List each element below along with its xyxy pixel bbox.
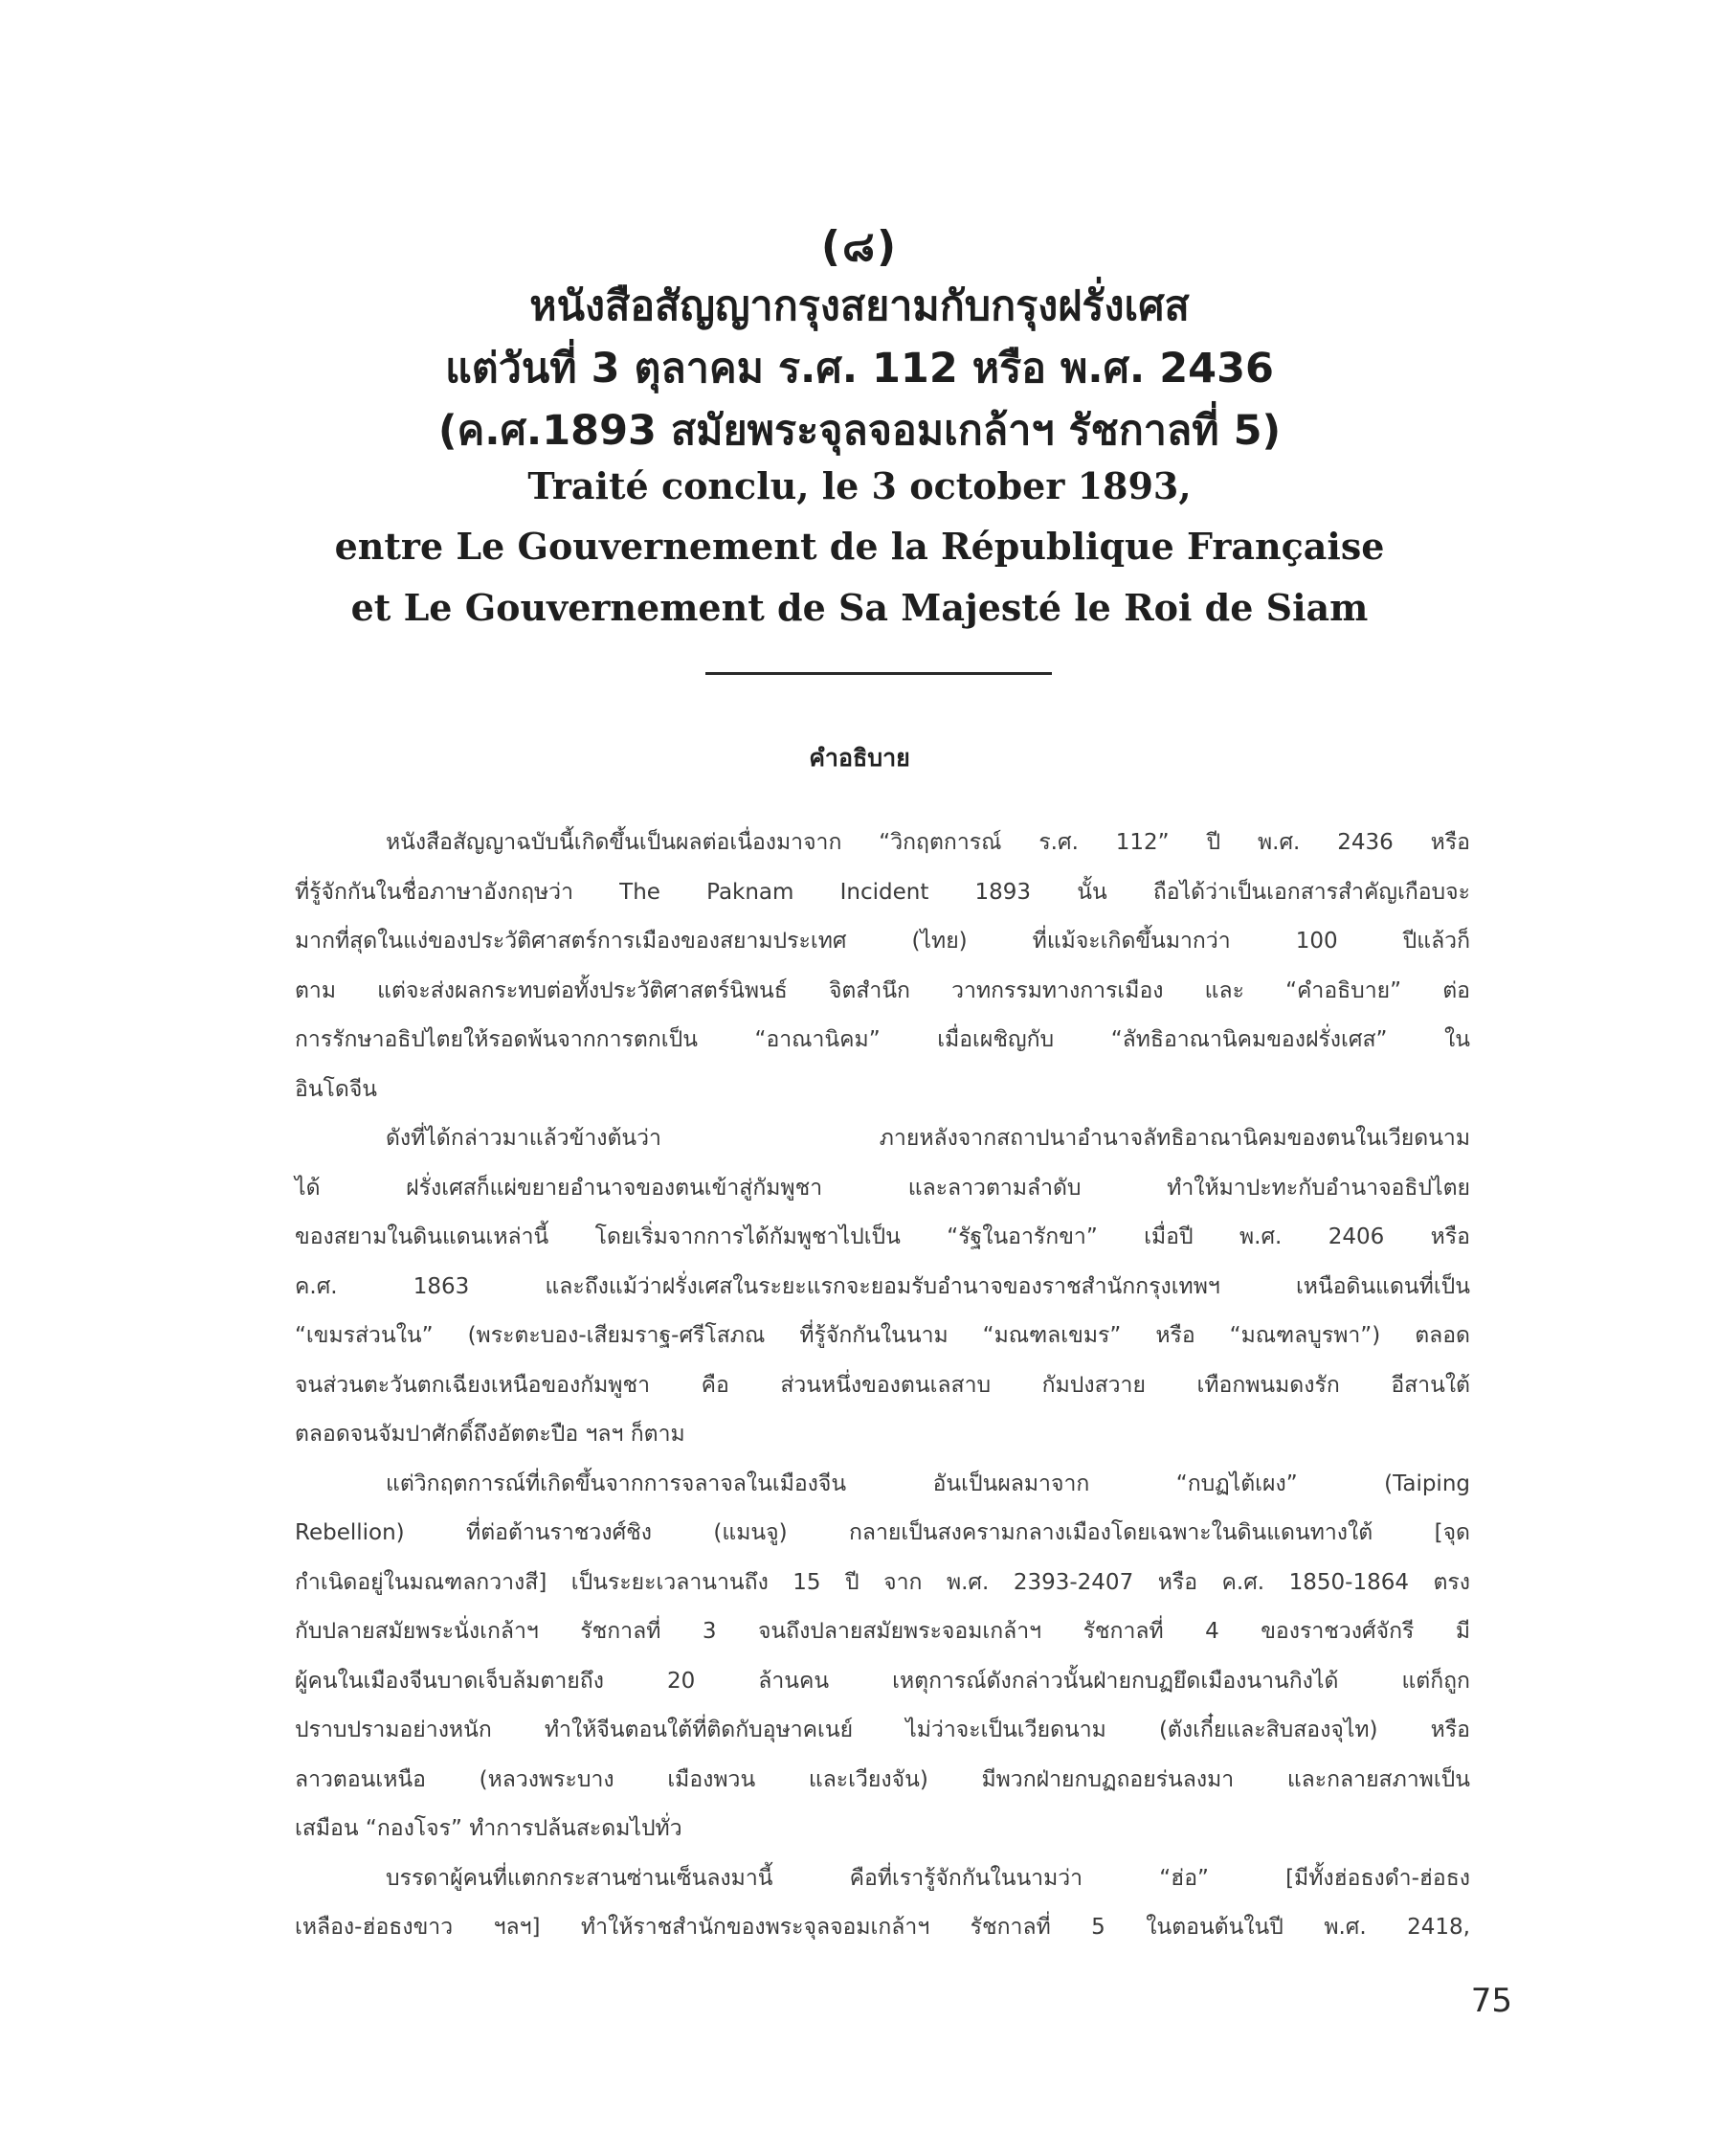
thai-title-line-2: แต่วันที่ 3 ตุลาคม ร.ศ. 112 หรือ พ.ศ. 2436 (445, 345, 1274, 393)
chapter-number: (๘) (820, 222, 899, 271)
body-line: Rebellion) ที่ต่อต้านราชวงศ์ชิง (แมนจู) กลายเป็นสงครามกลางเมืองโดยเฉพาะในดินแดนทางใต้ [จุด (295, 1520, 1470, 1545)
french-title-line-2: entre Le Gouvernement de la République Française (334, 525, 1385, 568)
thai-title-line-1: หนังสือสัญญากรุงสยามกับกรุงฝรั่งเศส (529, 282, 1190, 330)
body-line: ปราบปรามอย่างหนัก ทำให้จีนตอนใต้ที่ติดกับอุษาคเนย์ ไม่ว่าจะเป็นเวียดนาม (ตังเกี๋ยและสิบสองจุไท) หรือ (295, 1718, 1470, 1742)
body-line: ดังที่ได้กล่าวมาแล้วข้างต้นว่า ภายหลังจากสถาปนาอำนาจลัทธิอาณานิคมของตนในเวียดนาม (386, 1126, 1470, 1151)
body-line: ตาม แต่จะส่งผลกระทบต่อทั้งประวัติศาสตร์นิพนธ์ จิตสำนึก วาทกรรมทางการเมือง และ “คำอธิบาย” ต่อ (295, 977, 1470, 1003)
page-number: 75 (1470, 1982, 1512, 2020)
section-heading: คำอธิบาย (809, 744, 910, 772)
body-line: ได้ ฝรั่งเศสก็แผ่ขยายอำนาจของตนเข้าสู่กัมพูชา และลาวตามลำดับ ทำให้มาปะทะกับอำนาจอธิปไตย (295, 1175, 1470, 1201)
french-title-line-1: Traité conclu, le 3 october 1893, (527, 464, 1192, 507)
body-line: ลาวตอนเหนือ (หลวงพระบาง เมืองพวน และเวียงจัน) มีพวกฝ่ายกบฏถอยร่นลงมา และกลายสภาพเป็น (295, 1766, 1470, 1792)
title-divider (705, 672, 1052, 675)
body-line: จนส่วนตะวันตกเฉียงเหนือของกัมพูชา คือ ส่วนหนึ่งของตนเลสาบ กัมปงสวาย เทือกพนมดงรัก อีสานใต้ (295, 1372, 1470, 1398)
body-line: มากที่สุดในแง่ของประวัติศาสตร์การเมืองของสยามประเทศ (ไทย) ที่แม้จะเกิดขึ้นมากว่า 100 ปีแล้วก็ (295, 929, 1470, 954)
body-line: ตลอดจนจัมปาศักดิ์ถึงอัตตะปือ ฯลฯ ก็ตาม (295, 1422, 685, 1447)
body-line: เสมือน “กองโจร” ทำการปล้นสะดมไปทั่ว (295, 1816, 682, 1841)
body-line: ผู้คนในเมืองจีนบาดเจ็บล้มตายถึง 20 ล้านคน เหตุการณ์ดังกล่าวนั้นฝ่ายกบฏยึดเมืองนานกิงได้ แต่ก็ถูก (295, 1668, 1470, 1694)
body-line: อินโดจีน (295, 1076, 378, 1102)
body-line: แต่วิกฤตการณ์ที่เกิดขึ้นจากการจลาจลในเมืองจีน อันเป็นผลมาจาก “กบฏไต้เผง” (Taiping (386, 1471, 1470, 1496)
body-line: ที่รู้จักกันในชื่อภาษาอังกฤษว่า The Paknam Incident 1893 นั้น ถือได้ว่าเป็นเอกสารสำคัญเกือบจะ (295, 879, 1470, 905)
body-line: ของสยามในดินแดนเหล่านี้ โดยเริ่มจากการได้กัมพูชาไปเป็น “รัฐในอารักขา” เมื่อปี พ.ศ. 2406 หรือ (295, 1224, 1470, 1249)
body-line: “เขมรส่วนใน” (พระตะบอง-เสียมราฐ-ศรีโสภณ ที่รู้จักกันในนาม “มณฑลเขมร” หรือ “มณฑลบูรพา”) ตลอด (295, 1323, 1470, 1348)
thai-title-line-3: (ค.ศ.1893 สมัยพระจุลจอมเกล้าฯ รัชกาลที่ 5) (437, 407, 1282, 455)
body-line: กับปลายสมัยพระนั่งเกล้าฯ รัชกาลที่ 3 จนถึงปลายสมัยพระจอมเกล้าฯ รัชกาลที่ 4 ของราชวงศ์จักรี มี (295, 1619, 1470, 1644)
body-line: การรักษาอธิปไตยให้รอดพ้นจากการตกเป็น “อาณานิคม” เมื่อเผชิญกับ “ลัทธิอาณานิคมของฝรั่งเศส” ใน (295, 1027, 1470, 1052)
body-line: หนังสือสัญญาฉบับนี้เกิดขึ้นเป็นผลต่อเนื่องมาจาก “วิกฤตการณ์ ร.ศ. 112” ปี พ.ศ. 2436 หรือ (386, 830, 1470, 855)
body-line: กำเนิดอยู่ในมณฑลกวางสี] เป็นระยะเวลานานถึง 15 ปี จาก พ.ศ. 2393-2407 หรือ ค.ศ. 1850-1864 ตรง (295, 1569, 1470, 1595)
body-text (295, 819, 1470, 1953)
body-line: เหลือง-ฮ่อธงขาว ฯลฯ] ทำให้ราชสำนักของพระจุลจอมเกล้าฯ รัชกาลที่ 5 ในตอนต้นในปี พ.ศ. 2418, (295, 1915, 1470, 1940)
body-line: บรรดาผู้คนที่แตกกระสานซ่านเซ็นลงมานี้ คือที่เรารู้จักกันในนามว่า “ฮ่อ” [มีทั้งฮ่อธงดำ-ฮ่อธง (386, 1865, 1470, 1891)
body-line: ค.ศ. 1863 และถึงแม้ว่าฝรั่งเศสในระยะแรกจะยอมรับอำนาจของราชสำนักกรุงเทพฯ เหนือดินแดนที่เป็น (295, 1273, 1470, 1299)
french-title-line-3: et Le Gouvernement de Sa Majesté le Roi de Siam (350, 586, 1369, 629)
